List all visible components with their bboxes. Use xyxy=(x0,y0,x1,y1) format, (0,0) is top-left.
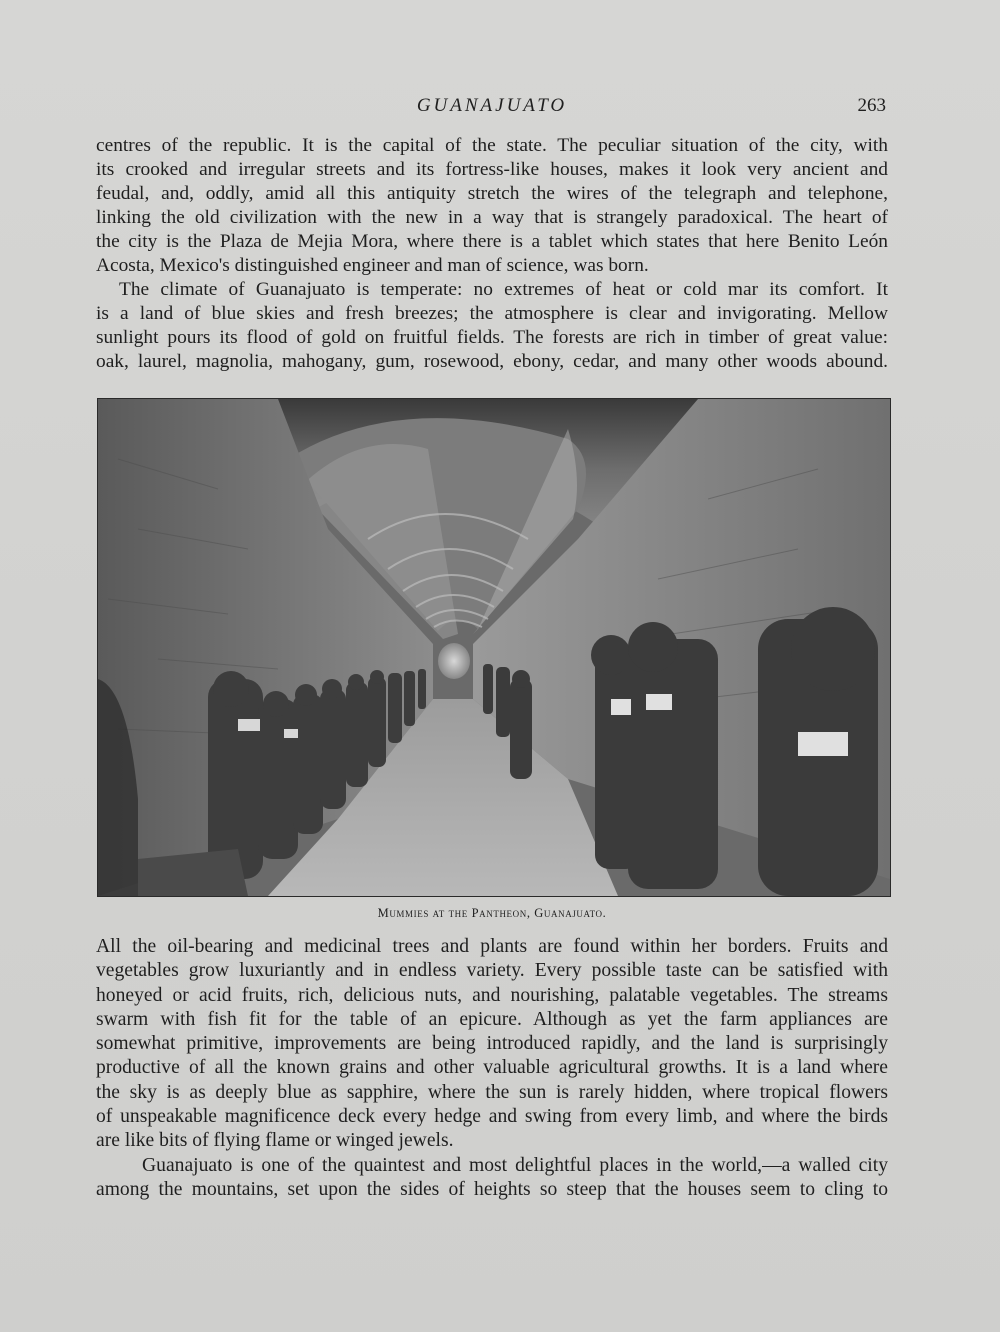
text-line: are like bits of flying flame or winged jewels. xyxy=(96,1130,454,1152)
paragraph-climate xyxy=(96,278,888,374)
text-line: oak, laurel, magnolia, mahogany, gum, rosewood, ebony, cedar, and many other woods abound. xyxy=(96,351,888,372)
text-line: vegetables grow luxuriantly and in endless variety. Every possible taste can be satisfied with xyxy=(96,960,888,982)
photograph-mummies xyxy=(97,398,891,897)
top-text-block xyxy=(96,134,888,374)
text-line: the city is the Plaza de Mejia Mora, where there is a tablet which states that here Benito León xyxy=(96,231,888,252)
text-line: productive of all the known grains and other valuable agricultural growths. It is a land where xyxy=(96,1057,888,1079)
text-line: swarm with fish fit for the table of an epicure. Although as yet the farm appliances are xyxy=(96,1008,888,1030)
text-line: linking the old civilization with the new in a way that is strangely paradoxical. The heart of xyxy=(96,207,888,228)
text-line: The climate of Guanajuato is temperate: no extremes of heat or cold mar its comfort. It xyxy=(119,279,888,300)
text-line: somewhat primitive, improvements are being introduced rapidly, and the land is surprisingly xyxy=(96,1033,888,1055)
text-line: among the mountains, set upon the sides of heights so steep that the houses seem to cling to xyxy=(96,1178,888,1200)
text-line: centres of the republic. It is the capital of the state. The peculiar situation of the city, with xyxy=(96,135,888,156)
bottom-text-block xyxy=(96,935,888,1202)
page-number: 263 xyxy=(857,95,886,116)
paragraph-continuation xyxy=(96,134,888,278)
text-line: Guanajuato is one of the quaintest and most delightful places in the world,—a walled city xyxy=(142,1154,888,1176)
running-title: GUANAJUATO xyxy=(416,95,568,116)
text-line: feudal, and, oddly, amid all this antiquity stretch the wires of the telegraph and telephone, xyxy=(96,183,888,204)
figure-caption: Mummies at the Pantheon, Guanajuato. xyxy=(377,906,607,920)
text-line: of unspeakable magnificence deck every hedge and swing from every limb, and where the birds xyxy=(96,1106,888,1128)
paragraph-guanajuato xyxy=(96,1154,888,1203)
text-line: the sky is as deeply blue as sapphire, where the sun is rarely hidden, where tropical flowers xyxy=(96,1081,888,1103)
text-line: honeyed or acid fruits, rich, delicious nuts, and nourishing, palatable vegetables. The streams xyxy=(96,984,888,1006)
photograph-illustration xyxy=(98,399,890,896)
paragraph-produce xyxy=(96,935,888,1154)
running-head xyxy=(96,95,888,121)
text-line: is a land of blue skies and fresh breezes; the atmosphere is clear and invigorating. Mellow xyxy=(96,303,888,324)
text-line: All the oil-bearing and medicinal trees and plants are found within her borders. Fruits and xyxy=(96,936,888,957)
text-line: its crooked and irregular streets and its fortress-like houses, makes it look very ancient and xyxy=(96,159,888,180)
text-line: Acosta, Mexico's distinguished engineer and man of science, was born. xyxy=(96,255,649,276)
text-line: sunlight pours its flood of gold on fruitful fields. The forests are rich in timber of great value: xyxy=(96,327,888,348)
